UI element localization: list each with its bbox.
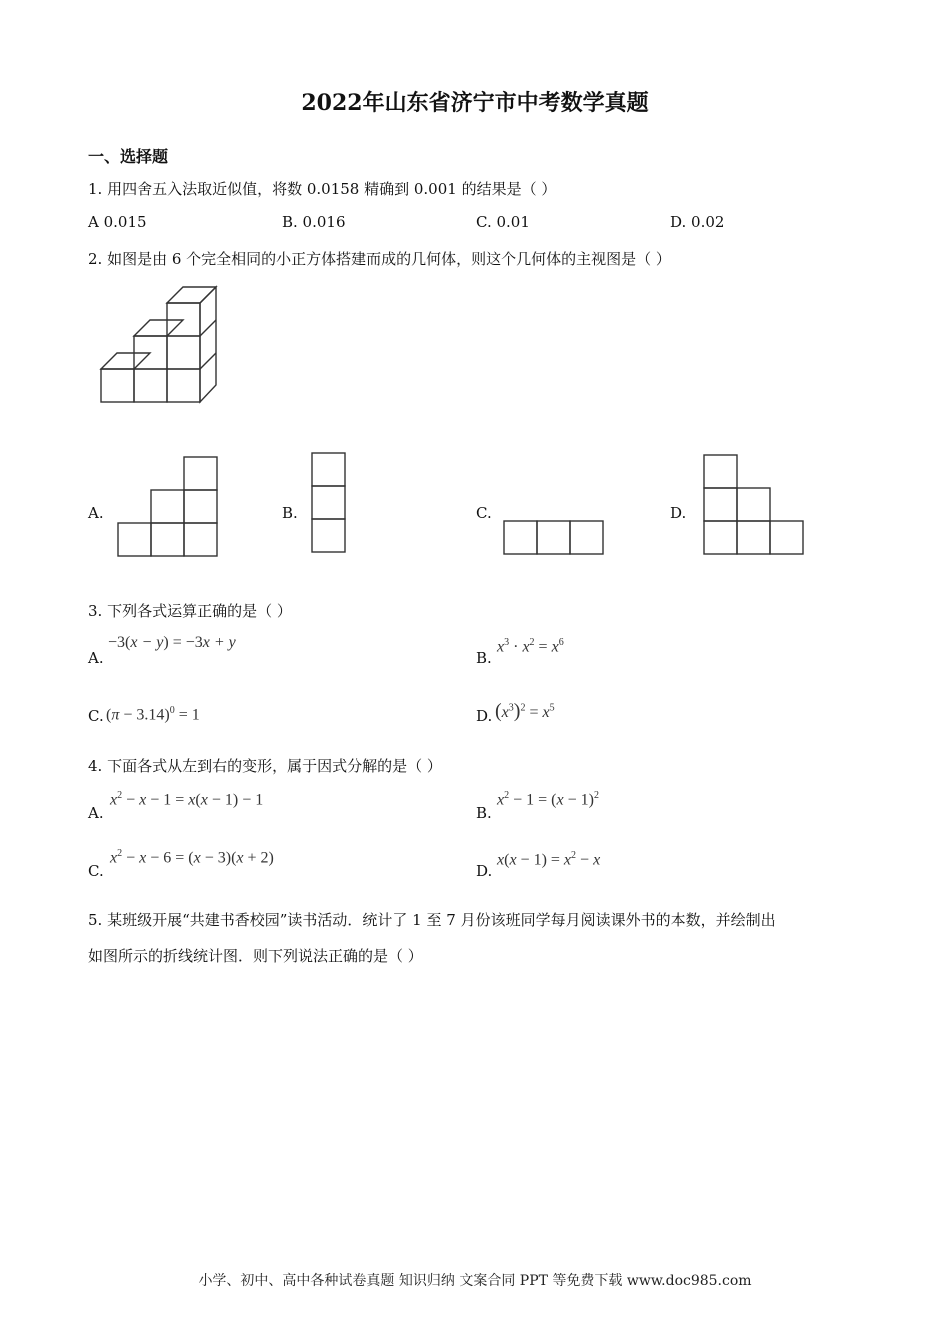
q2-option-c-figure (503, 520, 605, 556)
q2-option-a-label: A. (88, 504, 104, 522)
cube-stack-figure (95, 284, 220, 409)
q3-option-d-formula: $(x^3)^2 = x^5$ (495, 700, 555, 722)
page-title: 2022年山东省济宁市中考数学真题 (301, 90, 649, 116)
q2-option-d-label: D. (670, 504, 687, 522)
q4-option-b-label: B. (476, 804, 492, 822)
q3-option-b-formula: $x^3 \cdot x^2 = x^6$ (497, 637, 564, 656)
q4-option-b-formula: $x^2 - 1 = (x - 1)^2$ (497, 790, 599, 809)
q2-option-c-label: C. (476, 504, 492, 522)
q4-option-d-label: D. (476, 862, 493, 880)
q4-option-c-label: C. (88, 862, 104, 880)
q4-option-d-formula: $x(x - 1) = x^2 - x$ (497, 850, 601, 869)
question-5-line-1: 5. 某班级开展“共建书香校园”读书活动．统计了 1 至 7 月份该班同学每月阅读课外书的本数，并绘制出 (88, 911, 776, 929)
q1-option-d: D. 0.02 (670, 213, 725, 231)
section-heading: 一、选择题 (88, 147, 169, 166)
question-4-text: 4. 下面各式从左到右的变形，属于因式分解的是（ ） (88, 757, 442, 775)
q2-option-a-figure (117, 456, 219, 558)
q2-option-b-label: B. (282, 504, 298, 522)
q1-option-b: B. 0.016 (282, 213, 346, 231)
q1-option-a: A 0.015 (88, 213, 147, 231)
question-2-text: 2. 如图是由 6 个完全相同的小正方体搭建而成的几何体，则这个几何体的主视图是（ ） (88, 250, 671, 268)
q2-option-b-figure (311, 452, 347, 554)
question-5-line-2: 如图所示的折线统计图．则下列说法正确的是（ ） (88, 947, 423, 965)
q3-option-c-formula: $(\pi - 3.14)^0 = 1$ (106, 705, 200, 724)
q3-option-d-label: D. (476, 707, 493, 725)
q4-option-c-formula: $x^2 - x - 6 = (x - 3)(x + 2)$ (110, 848, 274, 867)
q3-option-a-label: A. (88, 649, 104, 667)
q4-option-a-label: A. (88, 804, 104, 822)
q3-option-a-formula: −3(x − y) = −3x + y (108, 634, 236, 651)
q3-option-c-label: C. (88, 707, 104, 725)
q4-option-a-formula: $x^2 - x - 1 = x(x - 1) - 1$ (110, 790, 264, 809)
question-1-text: 1. 用四舍五入法取近似值，将数 0.0158 精确到 0.001 的结果是（ ） (88, 180, 557, 198)
q2-option-d-figure (703, 454, 805, 556)
page-footer: 小学、初中、高中各种试卷真题 知识归纳 文案合同 PPT 等免费下载 www.doc985.com (198, 1273, 752, 1289)
question-3-text: 3. 下列各式运算正确的是（ ） (88, 602, 292, 620)
q1-option-c: C. 0.01 (476, 213, 530, 231)
q3-option-b-label: B. (476, 649, 492, 667)
